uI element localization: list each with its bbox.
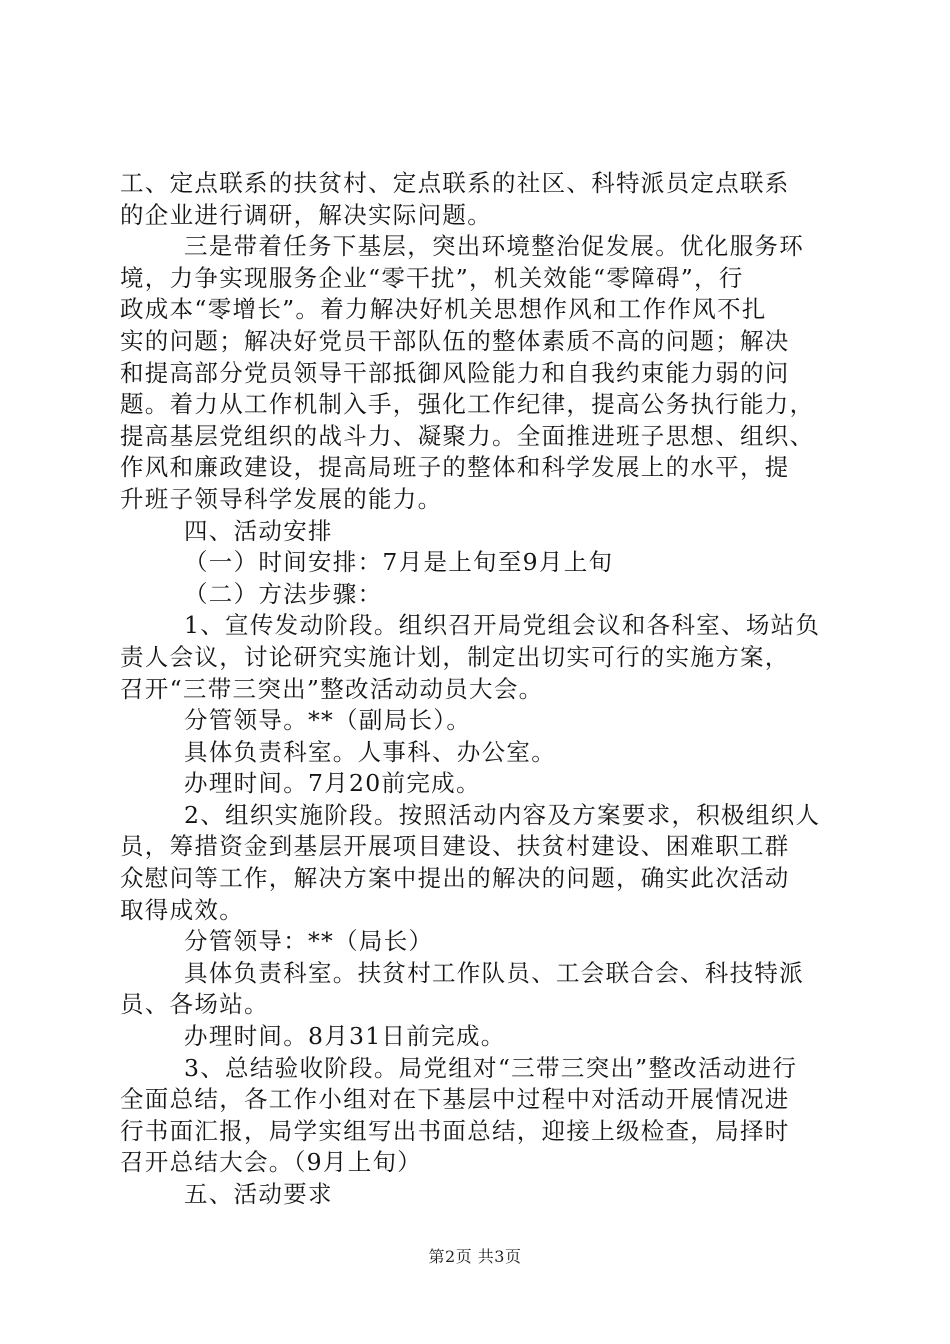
text-line: 1、宣传发动阶段。组织召开局党组会议和各科室、场站负 [184,611,821,640]
text-line: 办理时间。7月20前完成。 [184,769,481,798]
text-line: 行书面汇报，局学实组写出书面总结，迎接上级检查，局择时 [120,1116,790,1145]
text-line: 题。着力从工作机制入手，强化工作纪律，提高公务执行能力， [120,390,815,419]
text-line: 众慰问等工作，解决方案中提出的解决的问题，确实此次活动 [120,864,790,893]
text-line: 作风和廉政建设，提高局班子的整体和科学发展上的水平，提 [120,453,790,482]
text-line: 取得成效。 [120,895,244,924]
subsection-heading: （二）方法步骤： [184,579,383,608]
text-line: 升班子领导科学发展的能力。 [120,484,443,513]
text-line: 责人会议，讨论研究实施计划，制定出切实可行的实施方案， [120,642,790,671]
text-line: 的企业进行调研，解决实际问题。 [120,200,492,229]
text-line: 境，力争实现服务企业“零干扰”，机关效能“零障碍”，行 [120,263,744,292]
text-line: 全面总结，各工作小组对在下基层中过程中对活动开展情况进 [120,1085,790,1114]
document-body [120,168,832,1211]
page-number: 第2页 共3页 [428,1247,522,1266]
text-line: 2、组织实施阶段。按照活动内容及方案要求，积极组织人 [184,800,821,829]
text-line: 分管领导：**（局长） [184,927,434,956]
text-line: 分管领导。**（副局长）。 [184,706,472,735]
text-line: 召开“三带三突出”整改活动动员大会。 [120,674,544,703]
subsection-heading: （一）时间安排：7月是上旬至9月上旬 [184,548,614,577]
text-line: 实的问题；解决好党员干部队伍的整体素质不高的问题；解决 [120,326,790,355]
text-line: 政成本“零增长”。着力解决好机关思想作风和工作作风不扎 [120,295,767,324]
section-heading: 四、活动安排 [184,516,333,545]
text-line: 和提高部分党员领导干部抵御风险能力和自我约束能力弱的问 [120,358,790,387]
text-line: 三是带着任务下基层，突出环境整治促发展。优化服务环 [184,232,804,261]
text-line: 员、各场站。 [120,990,269,1019]
text-line: 办理时间。8月31日前完成。 [184,1022,506,1051]
text-line: 具体负责科室。扶贫村工作队员、工会联合会、科技特派 [184,958,804,987]
text-line: 工、定点联系的扶贫村、定点联系的社区、科特派员定点联系 [120,169,790,197]
text-line: 具体负责科室。人事科、办公室。 [184,737,556,766]
text-line: 提高基层党组织的战斗力、凝聚力。全面推进班子思想、组织、 [120,421,815,450]
text-line: 员，筹措资金到基层开展项目建设、扶贫村建设、困难职工群 [120,832,790,861]
text-line: 召开总结大会。（9月上旬） [120,1148,423,1177]
section-heading: 五、活动要求 [184,1180,333,1208]
text-line: 3、总结验收阶段。局党组对“三带三突出”整改活动进行 [184,1053,798,1082]
